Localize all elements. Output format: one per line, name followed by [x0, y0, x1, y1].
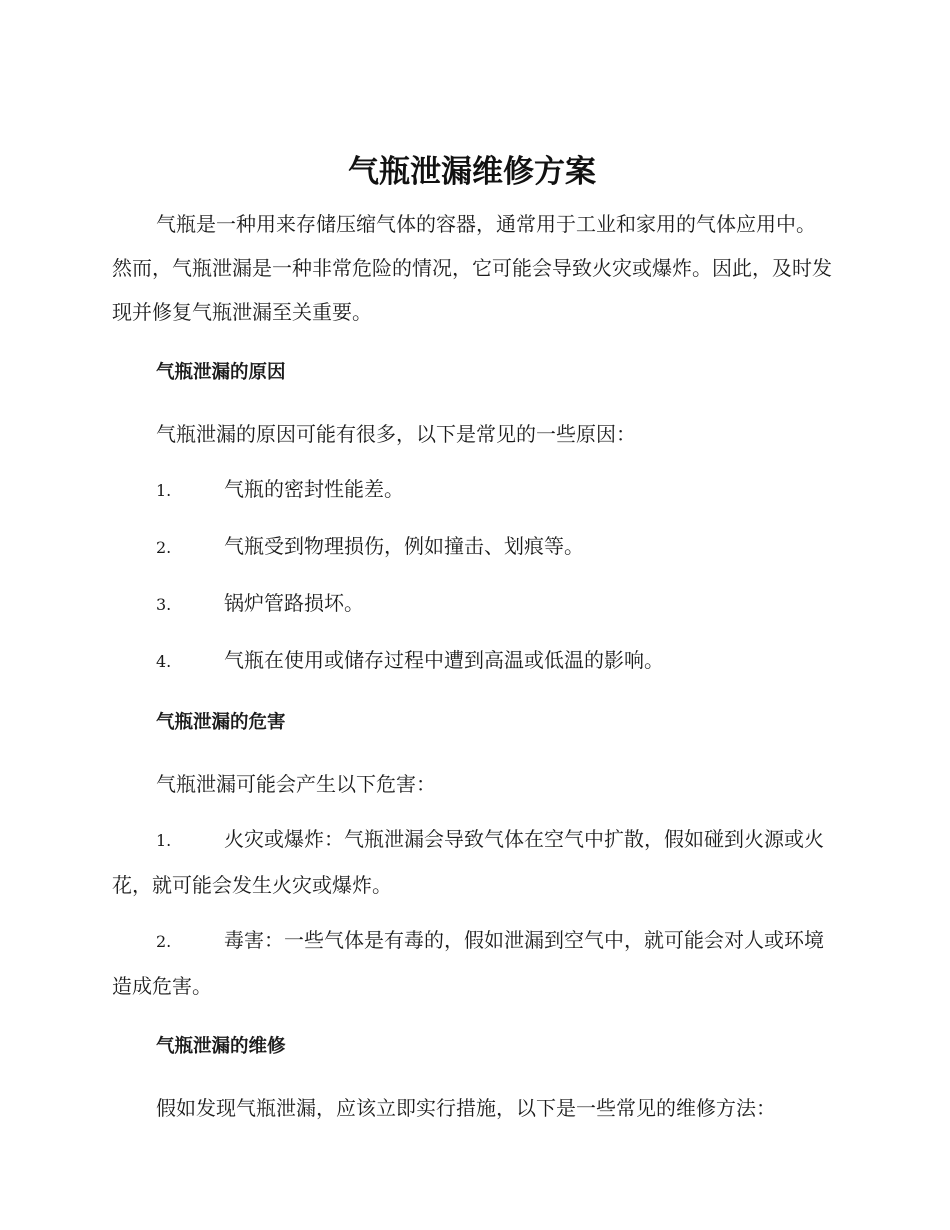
list-item [112, 638, 832, 684]
section-heading-causes: 气瓶泄漏的原因 [156, 362, 286, 383]
list-text: 锅炉管路损坏。 [224, 591, 364, 615]
list-number: 2. [156, 538, 172, 557]
list-text: 毒害：一些气体是有毒的，假如泄漏到空气中，就可能会对人或环境造成危害。 [112, 928, 824, 998]
list-text: 火灾或爆炸：气瓶泄漏会导致气体在空气中扩散，假如碰到火源或火花，就可能会发生火灾或爆炸。 [112, 827, 824, 897]
list-number: 1. [156, 831, 172, 850]
list-item [112, 467, 832, 513]
page-title: 气瓶泄漏维修方案 [348, 154, 596, 190]
list-item [112, 581, 832, 627]
list-text: 气瓶在使用或储存过程中遭到高温或低温的影响。 [224, 648, 664, 672]
list-text: 气瓶的密封性能差。 [224, 477, 404, 501]
hazards-lead: 气瓶泄漏可能会产生以下危害： [156, 772, 436, 796]
list-item [112, 918, 832, 1008]
list-item [112, 817, 832, 907]
list-number: 1. [156, 481, 172, 500]
list-text: 气瓶受到物理损伤，例如撞击、划痕等。 [224, 534, 584, 558]
section-heading-repair: 气瓶泄漏的维修 [156, 1036, 286, 1057]
section-heading-hazards: 气瓶泄漏的危害 [156, 712, 286, 733]
list-item [112, 524, 832, 570]
repair-lead: 假如发现气瓶泄漏，应该立即实行措施，以下是一些常见的维修方法： [156, 1096, 776, 1120]
list-number: 4. [156, 652, 172, 671]
intro-paragraph: 气瓶是一种用来存储压缩气体的容器，通常用于工业和家用的气体应用中。然而，气瓶泄漏是一种非常危险的情况，它可能会导致火灾或爆炸。因此，及时发现并修复气瓶泄漏至关重要。 [112, 212, 832, 324]
causes-lead: 气瓶泄漏的原因可能有很多，以下是常见的一些原因： [156, 422, 636, 446]
list-number: 2. [156, 932, 172, 951]
list-number: 3. [156, 595, 172, 614]
